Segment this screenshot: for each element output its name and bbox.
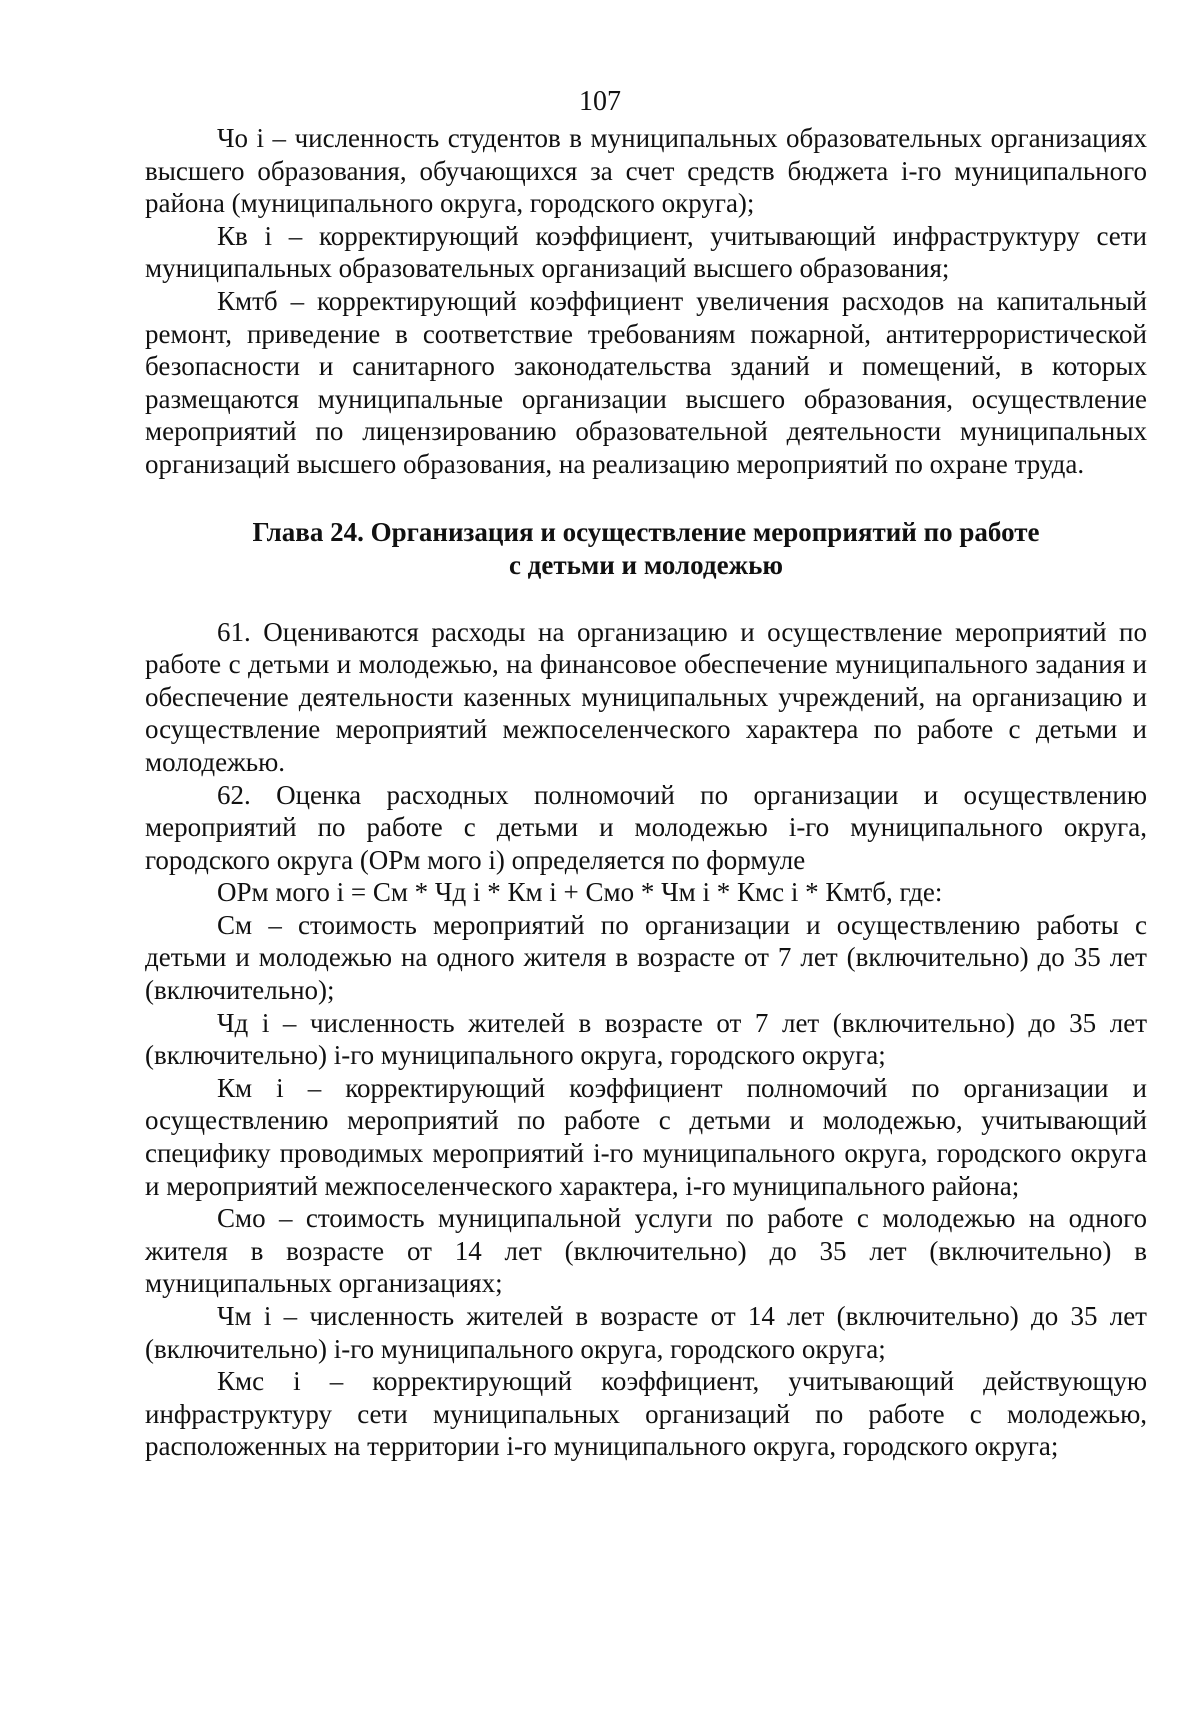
chapter-heading-line-1: Глава 24. Организация и осуществление мероприятий по работе (252, 516, 1040, 547)
page-number: 107 (579, 86, 621, 117)
definition-sm: См – стоимость мероприятий по организации и осуществлению работы с детьми и молодежью на одного жителя в возрасте от 7 лет (включительно) до 35 лет (включительно); (145, 909, 1147, 1006)
chapter-heading-line-2: с детьми и молодежью (508, 549, 784, 580)
formula: ОРм мого i = См * Чд i * Км i + Смо * Чм i * Кмс i * Кмтб, где: (217, 877, 943, 908)
chapter-heading (145, 516, 1147, 582)
definition-smo: Смо – стоимость муниципальной услуги по работе с молодежью на одного жителя в возрасте от 14 лет (включительно) до 35 лет (включительно) в муниципальных организациях; (145, 1203, 1147, 1299)
definition-km: Км i – корректирующий коэффициент полномочий по организации и осуществлению мероприятий по работе с детьми и молодежью, учитывающий специфику проводимых мероприятий i-го муниципального округа, городского округа и мероприятий межпоселенческого характера, i-го муниципального района; (145, 1072, 1147, 1201)
paragraph-61: 61. Оцениваются расходы на организацию и осуществление мероприятий по работе с детьми и молодежью, на финансовое обеспечение муниципального задания и обеспечение деятельности казенных муниципальных учреждений, на организацию и осуществление мероприятий межпоселенческого характера по работе с детьми и молодежью. (145, 616, 1147, 777)
definition-cho: Чо i – численность студентов в муниципальных образовательных организациях высшего образования, обучающихся за счет средств бюджета i-го муниципального района (муниципального округа, городского округа); (145, 123, 1147, 219)
definition-kv: Кв i – корректирующий коэффициент, учитывающий инфраструктуру сети муниципальных образовательных организаций высшего образования; (145, 220, 1147, 284)
paragraph-62: 62. Оценка расходных полномочий по организации и осуществлению мероприятий по работе с детьми и молодежью i-го муниципального округа, городского округа (ОРм мого i) определяется по формуле (145, 779, 1147, 875)
definition-kmtb: Кмтб – корректирующий коэффициент увеличения расходов на капитальный ремонт, приведение в соответствие требованиям пожарной, антитеррористической безопасности и санитарного законодательства зданий и помещений, в которых размещаются муниципальные организации высшего образования, осуществление мероприятий по лицензированию образовательной деятельности муниципальных организаций высшего образования, на реализацию мероприятий по охране труда. (145, 285, 1147, 479)
definition-kms: Кмс i – корректирующий коэффициент, учитывающий действующую инфраструктуру сети муниципальных организаций по работе с молодежью, расположенных на территории i-го муниципального округа, городского округа; (145, 1366, 1147, 1462)
definition-chd: Чд i – численность жителей в возрасте от 7 лет (включительно) до 35 лет (включительно) i-го муниципального округа, городского округа; (145, 1007, 1147, 1071)
document-body (145, 122, 1147, 1463)
definition-chm: Чм i – численность жителей в возрасте от 14 лет (включительно) до 35 лет (включительно) i-го муниципального округа, городского округа; (145, 1301, 1147, 1364)
